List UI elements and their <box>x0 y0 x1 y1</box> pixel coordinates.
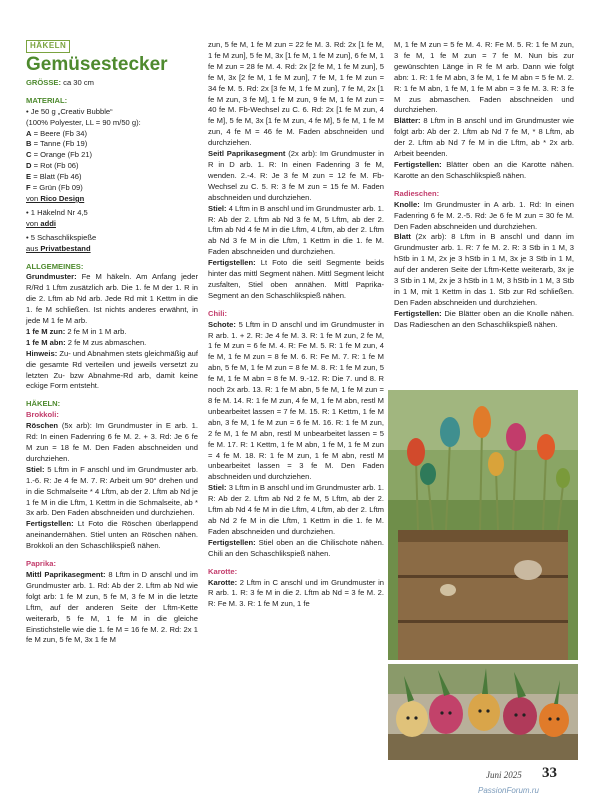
paragraph: Grundmuster: Fe M häkeln. Am Anfang jeder R/Rd 1 Lftm zusätzlich arb. Die 1. fe M der 1. R in die 2. Lftm ab Nd arb. Jede Rd mit 1 Kettm in die 1. fe M schließen. Ist nichts anderes erwähnt, in jede M 1 fe M arb. <box>26 272 198 326</box>
material-heading: MATERIAL: <box>26 95 68 105</box>
paragraph: Fertigstellen: Stiel oben an die Chilischote nähen. Chili an den Schaschlikspieß nähen. <box>208 537 384 558</box>
paragraph: Knolle: Im Grundmuster in A arb. 1. Rd: In einen Fadenring 6 fe M. 2.-5. Rd: Je 6 fe M zun = 30 fe M. Den Faden abschneiden und durchziehen. <box>394 199 574 231</box>
brand-line: von Rico Design <box>26 193 85 203</box>
paragraph: 1 fe M zun: 2 fe M in 1 M arb. <box>26 326 127 336</box>
paragraph: Röschen (5x arb): Im Grundmuster in E arb. 1. Rd: In einen Fadenring 6 fe M. 2. + 3. Rd: Je 6 fe M zun = 18 fe M. Den Faden abschneiden und durchziehen. <box>26 421 198 463</box>
skewers-line: • 5 Schaschlikspieße <box>26 232 97 242</box>
watermark: PassionForum.ru <box>478 786 539 795</box>
column-1 <box>26 40 198 646</box>
photo-vegetable-stakes <box>388 390 578 660</box>
section-tag: HÄKELN <box>26 40 70 53</box>
subheading: Karotte: <box>208 566 238 576</box>
color-line: C = Orange (Fb 21) <box>26 150 93 160</box>
paragraph: Fertigstellen: Lt Foto die seitl Segmente beids hinter das mittl Segment nähen. Mittl Segment leicht zusfalten, Stiel oben annähen. Mittl Paprika-Segment an den Schaschlikspieß nähen. <box>208 258 384 300</box>
paragraph: Stiel: 5 Lftm in F anschl und im Grundmuster arb. 1.-6. R: Je 4 fe M. 7. R: Arbeit um 90° drehen und in die Schmalseite * 4 Lftm, ab der 2. Lftm ab Nd je 1 fe M in die Lftm, 1 Kettm in die Schmalseite, ab * 3x arb. Den Faden abschneiden und durchziehen. <box>26 464 198 518</box>
subheading: Paprika: <box>26 559 56 569</box>
paragraph: Karotte: 2 Lftm in C anschl und im Grundmuster in R arb. 1. R: 3 fe M in die 2. Lftm ab Nd = 3 fe M. 2. R: Fe M. 3. R: 1 fe M zun, 1 fe <box>208 577 384 609</box>
paragraph: Stiel: 3 Lftm in B anschl und im Grundmuster arb. 1. R: Ab der 2. Lftm ab Nd 2 fe M, 5 Lftm, ab der 2. Lftm ab Nd 4 fe M in die Lftm, 4 Lftm, ab der 2. Lftm ab Nd 2 fe M in die Lftm, 1 Kettm in die 1. fe M. Faden abschneiden und durchziehen. <box>208 483 385 536</box>
column-2 <box>208 40 384 610</box>
paragraph: zun, 5 fe M, 1 fe M zun = 22 fe M. 3. Rd: 2x [1 fe M, 1 fe M zun], 5 fe M, 3x [1 fe M, 1 fe M zun], 6 fe M, 1 fe M zun = 28 fe M. 4. Rd: 2x [2 fe M, 1 fe M zun], 5 fe M, 3x [2 fe M, 1 fe M zun], 7 fe M, 1 fe M zun = 34 fe M. 5. Rd: 2x [3 fe M, 1 fe M zun], 7 fe M, 2x [1 fe M zun, 3 fe M], 1 fe M zun, 9 fe M, 1 fe M zun = 40 fe M. Fb-Wechsel zu C. 6. Rd: 2x [1 fe M zun, 4 fe M], 5 fe M, 3x [1 fe M zun, 4 fe M], 5 fe M, 1 fe M zun, 4 fe M = 46 fe M. Faden abschneiden und durchziehen. <box>208 40 384 148</box>
paragraph: Seitl Paprikasegment (2x arb): Im Grundmuster in R in D arb. 1. R: In einen Fadenring 3 fe M, wenden. 2.-4. R: Je 3 fe M zun = 12 fe M. Fb-Wechsel zu C. 5. R: 3 fe M zun = 15 fe M. Faden abschneiden und durchziehen. <box>208 149 384 202</box>
color-line: E = Blatt (Fb 46) <box>26 172 82 182</box>
paragraph: Blatt (2x arb): 8 Lftm in B anschl und dann im Grundmuster arb. 1. R: 7 fe M. 2. R: 3 Stb in 1 M, 3 hStb in 1 M, 2x je 3 hStb in 1 M, 3x je 3 Stb in 1 M, auf der anderen Seite der Lftm-Kette weiterarb, 3x je 3 Stb in 1 M, 2x je 3 hStb in 1 M, 3 hStb in 1 M, 3 Stb in 1 M, mit 1 Kettm in das 1. Stb zur Rd schließen. Den Faden abschneiden und durchziehen. <box>394 232 574 307</box>
color-line: D = Rot (Fb 06) <box>26 161 79 171</box>
brand-line: aus Privatbestand <box>26 243 91 253</box>
general-heading: ALLGEMEINES: <box>26 261 84 271</box>
color-line: F = Grün (Fb 09) <box>26 183 83 193</box>
color-line: B = Tanne (Fb 19) <box>26 139 88 149</box>
page-title: Gemüsestecker <box>26 53 168 75</box>
brand-line: von addi <box>26 218 56 228</box>
paragraph: Mittl Paprikasegment: 8 Lftm in D anschl und im Grundmuster arb. 1. Rd: Ab der 2. Lftm ab Nd wie folgt arb: 1 fe M zun, 5 fe M, 3 fe M in die letzte Lftm, auf der anderen Seite der Lftm-Kette weiterarb, 5 fe M, 1 fe M in die gleiche Einstichstelle wie die 1. fe M = 16 fe M. 2. Rd: 2x 1 fe M zun, 5 fe M, 3x 1 fe M <box>26 569 198 645</box>
paragraph: Fertigstellen: Lt Foto die Röschen überlappend aneinandernähen. Stiel unten an Röschen nähen. Brokkoli an den Schaschlikspieß nähen. <box>26 519 198 551</box>
paragraph: Fertigstellen: Die Blätter oben an die Knolle nähen. Das Radieschen an den Schaschlikspieß nähen. <box>394 308 574 329</box>
paragraph: Schote: 5 Lftm in D anschl und im Grundmuster in R arb. 1. + 2. R: Je 4 fe M. 3. R: 1 fe M zun, 2 fe M, 1 fe M zun = 6 fe M. 4. R: Fe M. 5. R: 1 fe M zun, 4 fe M, 1 fe M zun = 8 fe M. 6. R: Fe M. 7. R: 1 fe M abn, 5 fe M, 1 fe M zun = 8 fe M. 8. R: 1 fe M zun, 5 fe M, 1 fe M abn = 8 fe M. 9.-12. R: Die 7. und 8. R noch 2x arb. 13. R: 1 fe M abn, 5 fe M, 1 fe M zun = 8 fe M. 14. R: 1 fe M zun, 4 fe M, 1 fe M abn, restl M unbearbeitet lassen = 7 fe M. 15. R: 1 Kettm, 1 fe M abn, 3 fe M, 1 fe M zun = 6 fe M. 16. R: 1 fe M zun, 2 fe M, 1 fe M abn, restl M unbearbeitet lassen = 5 fe M. 17. R: 1 Kettm, 1 fe M abn, 1 fe M, 1 fe M zun = 4 fe M. 18. R: 1 fe M zun, 1 fe M abn, restl M unbearbeitet lassen = 3 fe M. Den Faden abschneiden und durchziehen. <box>208 319 384 482</box>
material-line: • Je 50 g „Creativ Bubble“ <box>26 106 113 116</box>
crochet-heading: HÄKELN: <box>26 399 61 409</box>
color-line: A = Beere (Fb 34) <box>26 128 87 138</box>
paragraph: M, 1 fe M zun = 5 fe M. 4. R: Fe M. 5. R: 1 fe M zun, 3 fe M, 1 fe M zun = 7 fe M. Nun bis zur gewünschten Länge in R fe M arb. Dann wie folgt abn: 1. R: 1 fe M abn, 3 fe M, 1 fe M abn = 5 fe M. 2. R: 1 fe M abn, 1 fe M, 1 fe M abn = 3 fe M. 3. R: 3 fe M zus abmaschen. Faden abschneiden und durchziehen. <box>394 40 574 115</box>
page-number: 33 <box>542 765 557 781</box>
subheading: Brokkoli: <box>26 410 59 420</box>
photo-crochet-vegetables <box>388 664 578 760</box>
subheading: Radieschen: <box>394 188 440 198</box>
paragraph: Fertigstellen: Blätter oben an die Karotte nähen. Karotte an den Schaschlikspieß nähen. <box>394 159 574 180</box>
hook-line: • 1 Häkelnd Nr 4,5 <box>26 207 88 217</box>
page-footer <box>400 764 586 784</box>
paragraph: Blätter: 8 Lftm in B anschl und im Grundmuster wie folgt arb: Ab der 2. Lftm ab Nd 7 fe M, * 8 Lftm, ab der 2. Lftm ab Nd 7 fe M in die Lftm, ab * 2x arb. Arbeit beenden. <box>394 116 574 159</box>
material-line: (100% Polyester, LL = 90 m/50 g): <box>26 117 141 127</box>
size-line: GRÖSSE: ca 30 cm <box>26 77 94 87</box>
subheading: Chili: <box>208 308 227 318</box>
issue-date: Juni 2025 <box>486 770 522 780</box>
paragraph: 1 fe M abn: 2 fe M zus abmaschen. <box>26 337 147 347</box>
paragraph: Stiel: 4 Lftm in B anschl und im Grundmuster arb. 1. R: Ab der 2. Lftm ab Nd 3 fe M, 5 Lftm, ab der 2. Lftm ab Nd 4 fe M in die Lftm, 4 Lftm, ab der 2. Lftm ab Nd 3 fe M in die Lftm, 1 Kettm in die 1. fe M. Faden abschneiden und durchziehen. <box>208 203 385 257</box>
paragraph: Hinweis: Zu- und Abnahmen stets gleichmäßig auf die gesamte Rd verteilen und jeweils versetzt zu letzten Zu- bzw Abnahme-Rd arb, damit keine eckige Form entsteht. <box>26 348 198 391</box>
column-3 <box>394 40 574 331</box>
